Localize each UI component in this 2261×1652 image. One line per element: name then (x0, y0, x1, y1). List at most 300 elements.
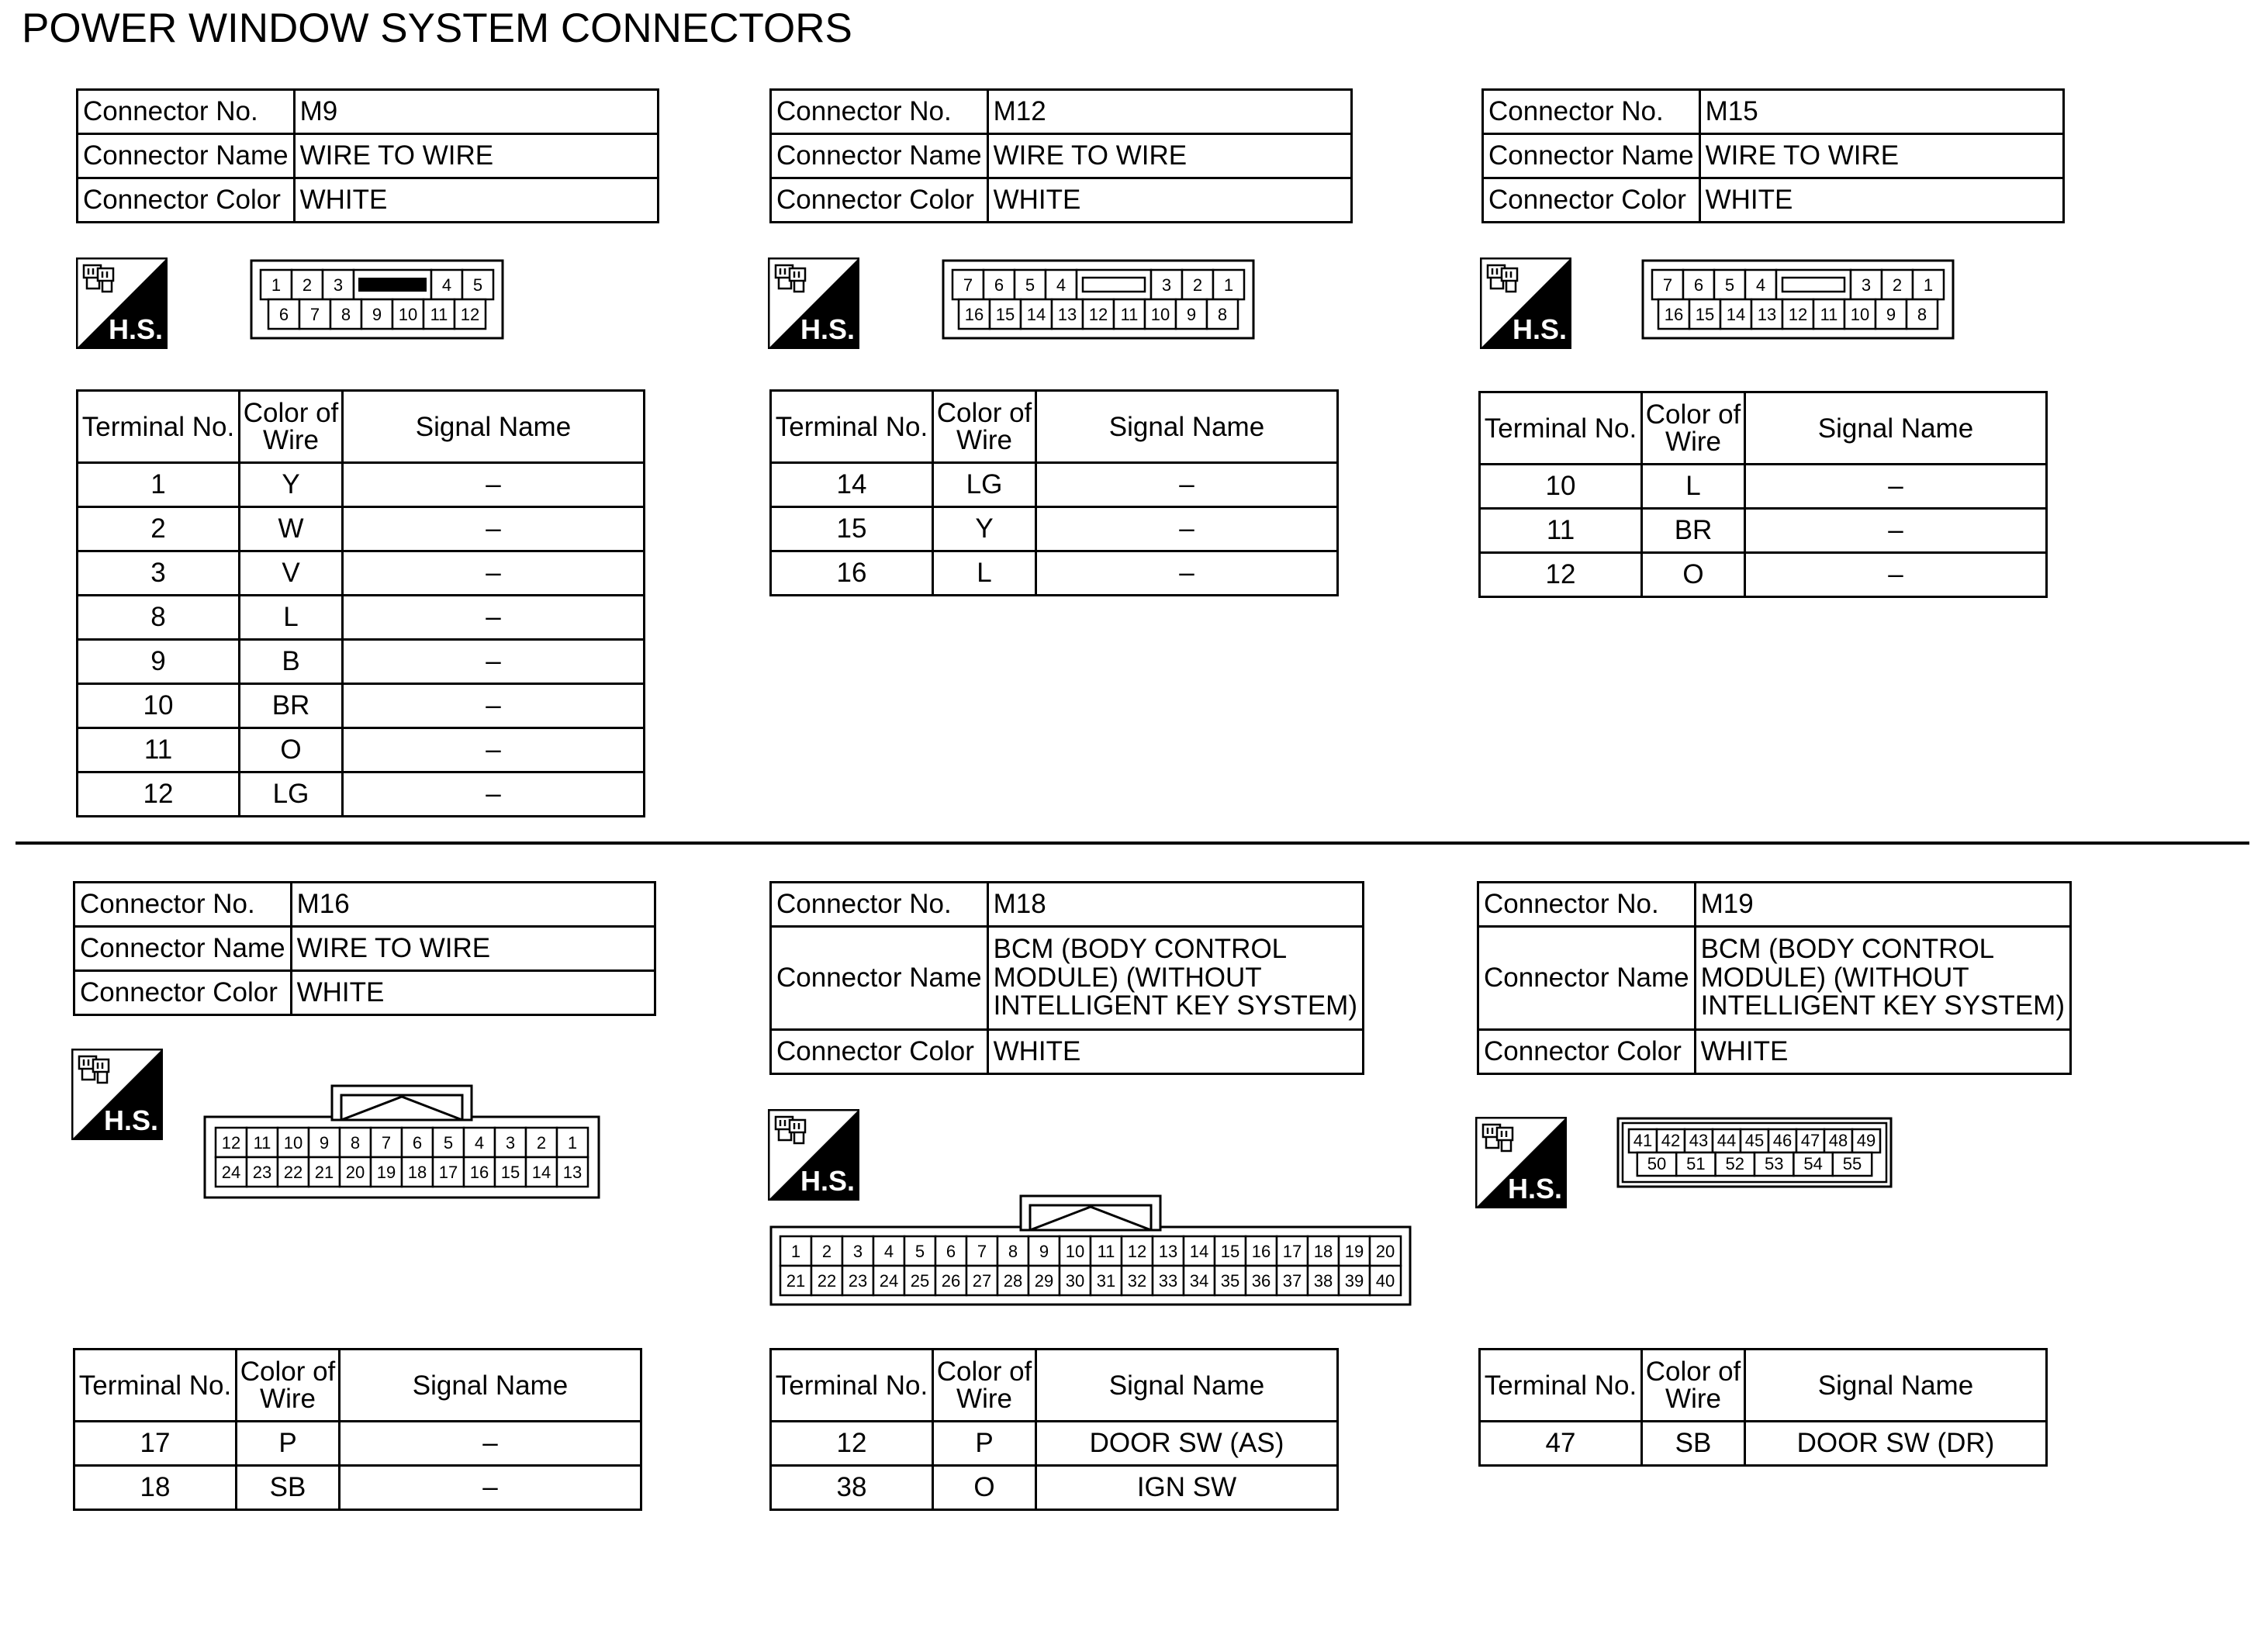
terminal-no-cell: 15 (771, 507, 933, 551)
pin-5 (433, 1128, 464, 1157)
m15-terminal-header (1480, 392, 2047, 465)
m12-connector-name-value: WIRE TO WIRE (987, 134, 1351, 178)
pin-number: 32 (1127, 1271, 1147, 1291)
pin-number: 13 (562, 1163, 583, 1182)
wire-color-cell: V (240, 551, 343, 596)
m9-hs-badge (76, 257, 168, 349)
pin-number: 18 (1313, 1242, 1333, 1261)
pin-number: 19 (1344, 1242, 1364, 1261)
pin-9 (361, 299, 392, 329)
terminal-no-cell: 11 (1480, 509, 1642, 553)
pin-number: 47 (1800, 1131, 1820, 1150)
pin-number: 17 (1282, 1242, 1302, 1261)
m15-connector-no-label: Connector No. (1483, 90, 1700, 134)
table-row (74, 1422, 641, 1466)
m16-connector-color-label: Connector Color (74, 971, 292, 1015)
pin-number: 48 (1828, 1131, 1848, 1150)
m15-connector-no-row (1483, 90, 2064, 134)
pin-3 (1151, 270, 1182, 299)
pin-number: 6 (1693, 275, 1704, 295)
pin-number: 24 (879, 1271, 899, 1291)
color-of-wire-header-line: Wire (956, 425, 1012, 455)
pin-9 (1176, 299, 1207, 329)
m12-connector-color-row (771, 178, 1352, 223)
pin-number: 9 (319, 1133, 330, 1153)
color-of-wire-header (933, 391, 1036, 463)
pin-number: 23 (848, 1271, 868, 1291)
pin-55 (1833, 1153, 1872, 1176)
terminal-no-cell: 10 (78, 684, 240, 728)
pin-35 (1215, 1266, 1246, 1295)
pin-21 (780, 1266, 811, 1295)
pin-number: 15 (1220, 1242, 1240, 1261)
signal-name-cell: – (343, 772, 645, 817)
pin-number: 12 (221, 1133, 241, 1153)
terminal-no-header: Terminal No. (1480, 1350, 1642, 1422)
pin-12 (1122, 1236, 1153, 1266)
color-of-wire-header-line: Wire (1665, 1384, 1721, 1414)
pin-7 (966, 1236, 997, 1266)
pin-number: 7 (977, 1242, 987, 1261)
terminal-no-cell: 38 (771, 1466, 933, 1510)
m9-hs-label: H.S. (108, 313, 163, 345)
pin-10 (1145, 299, 1176, 329)
pin-number: 8 (1917, 305, 1927, 324)
pin-19 (1339, 1236, 1370, 1266)
pin-3 (842, 1236, 873, 1266)
pin-number: 6 (278, 305, 289, 324)
pin-number: 55 (1842, 1154, 1862, 1173)
pin-50 (1637, 1153, 1676, 1176)
m18-connector-name-label: Connector Name (771, 927, 988, 1030)
pin-number: 16 (469, 1163, 489, 1182)
m16-connector-color-value: WHITE (291, 971, 655, 1015)
pin-7 (952, 270, 984, 299)
pin-14 (526, 1157, 557, 1187)
color-of-wire-header-line: Color of (240, 1357, 336, 1387)
m18-connector-no-row (771, 883, 1364, 927)
pin-1 (557, 1128, 588, 1157)
m18-hs-label: H.S. (800, 1165, 855, 1197)
signal-name-cell: – (1745, 509, 2047, 553)
pin-17 (433, 1157, 464, 1187)
m15-hs-badge (1480, 257, 1571, 349)
pin-2 (1182, 270, 1213, 299)
pin-number: 3 (852, 1242, 863, 1261)
pin-21 (309, 1157, 340, 1187)
terminal-no-cell: 2 (78, 507, 240, 551)
pin-number: 41 (1633, 1131, 1653, 1150)
pin-38 (1308, 1266, 1339, 1295)
pin-31 (1091, 1266, 1122, 1295)
m19-connector-name-line: MODULE) (WITHOUT (1700, 962, 1969, 993)
pin-number: 7 (1662, 275, 1673, 295)
signal-name-header: Signal Name (1036, 1350, 1338, 1422)
pin-number: 42 (1661, 1131, 1681, 1150)
m12-hs-label: H.S. (800, 313, 855, 345)
pin-8 (1207, 299, 1238, 329)
pin-number: 18 (407, 1163, 427, 1182)
pin-number: 13 (1757, 305, 1777, 324)
pin-number: 1 (567, 1133, 578, 1153)
signal-name-cell: – (1036, 507, 1338, 551)
pin-number: 8 (341, 305, 351, 324)
section-divider (16, 842, 2249, 845)
wire-color-cell: Y (240, 463, 343, 507)
pin-11 (1813, 299, 1844, 329)
pin-number: 10 (1150, 305, 1170, 324)
pin-22 (278, 1157, 309, 1187)
m15-connector-name-label: Connector Name (1483, 134, 1700, 178)
m19-connector-no-label: Connector No. (1478, 883, 1696, 927)
pin-8 (340, 1128, 371, 1157)
m18-connector-color-label: Connector Color (771, 1030, 988, 1074)
pin-number: 6 (412, 1133, 423, 1153)
pin-number: 7 (963, 275, 973, 295)
m9-connector-name-value: WIRE TO WIRE (294, 134, 658, 178)
pin-2 (1882, 270, 1913, 299)
pin-number: 16 (1251, 1242, 1271, 1261)
pin-47 (1796, 1129, 1824, 1153)
pin-8 (1907, 299, 1938, 329)
pin-19 (371, 1157, 402, 1187)
terminal-no-cell: 18 (74, 1466, 237, 1510)
pin-number: 4 (1056, 275, 1067, 295)
pin-11 (247, 1128, 278, 1157)
m19-connector-name-label: Connector Name (1478, 927, 1696, 1030)
pin-number: 10 (1065, 1242, 1085, 1261)
wire-color-cell: B (240, 640, 343, 684)
pin-number: 9 (1886, 305, 1896, 324)
pin-number: 4 (441, 275, 452, 295)
color-of-wire-header-line: Wire (263, 425, 319, 455)
pin-number: 6 (946, 1242, 956, 1261)
color-of-wire-header-line: Color of (1645, 1357, 1741, 1387)
pin-number: 26 (941, 1271, 961, 1291)
signal-name-cell: – (1745, 465, 2047, 509)
pin-number: 10 (283, 1133, 303, 1153)
pin-14 (1021, 299, 1052, 329)
color-of-wire-header-line: Wire (260, 1384, 316, 1414)
color-of-wire-header (240, 391, 343, 463)
m9-connector-no-label: Connector No. (78, 90, 295, 134)
table-row (1480, 509, 2047, 553)
m18-connector-color-row (771, 1030, 1364, 1074)
m19-info-table (1477, 881, 2072, 1075)
pin-number: 15 (500, 1163, 520, 1182)
wire-color-cell: L (240, 596, 343, 640)
pin-48 (1824, 1129, 1852, 1153)
pin-number: 9 (372, 305, 382, 324)
signal-name-cell: – (343, 551, 645, 596)
pin-number: 4 (883, 1242, 894, 1261)
pin-20 (1370, 1236, 1401, 1266)
signal-name-cell: DOOR SW (DR) (1745, 1422, 2047, 1466)
m9-connector-face (250, 259, 504, 344)
pin-number: 17 (438, 1163, 458, 1182)
m18-connector-no-label: Connector No. (771, 883, 988, 927)
pin-28 (997, 1266, 1029, 1295)
m18-info-table (769, 881, 1364, 1075)
table-row (771, 1466, 1338, 1510)
pin-number: 54 (1803, 1154, 1823, 1173)
wire-color-cell: W (240, 507, 343, 551)
pin-number: 46 (1772, 1131, 1793, 1150)
m16-connector-no-row (74, 883, 655, 927)
pin-45 (1741, 1129, 1768, 1153)
pin-number: 35 (1220, 1271, 1240, 1291)
pin-12 (455, 299, 486, 329)
m19-terminal-table (1478, 1348, 2048, 1467)
pin-6 (935, 1236, 966, 1266)
pin-number: 34 (1189, 1271, 1209, 1291)
pin-14 (1184, 1236, 1215, 1266)
pin-number: 5 (914, 1242, 925, 1261)
pin-2 (811, 1236, 842, 1266)
pin-number: 29 (1034, 1271, 1054, 1291)
pin-1 (780, 1236, 811, 1266)
terminal-no-header: Terminal No. (78, 391, 240, 463)
pin-52 (1716, 1153, 1755, 1176)
m18-connector-name-value (987, 927, 1363, 1030)
signal-name-cell: – (1036, 463, 1338, 507)
table-row (771, 463, 1338, 507)
pin-number: 13 (1158, 1242, 1178, 1261)
terminal-no-cell: 9 (78, 640, 240, 684)
wire-color-cell: O (1642, 553, 1745, 597)
pin-number: 14 (1189, 1242, 1209, 1261)
pin-15 (990, 299, 1021, 329)
terminal-no-cell: 12 (771, 1422, 933, 1466)
wire-color-cell: P (933, 1422, 1036, 1466)
pin-20 (340, 1157, 371, 1187)
pin-number: 19 (376, 1163, 396, 1182)
page-title: POWER WINDOW SYSTEM CONNECTORS (22, 5, 852, 51)
pin-13 (557, 1157, 588, 1187)
wire-color-cell: O (933, 1466, 1036, 1510)
color-of-wire-header-line: Color of (936, 1357, 1032, 1387)
wire-color-cell: P (237, 1422, 340, 1466)
pin-24 (873, 1266, 904, 1295)
m19-hs-badge (1475, 1117, 1567, 1208)
pin-16 (1246, 1236, 1277, 1266)
terminal-no-cell: 47 (1480, 1422, 1642, 1466)
m12-connector-no-label: Connector No. (771, 90, 988, 134)
signal-name-cell: DOOR SW (AS) (1036, 1422, 1338, 1466)
table-row (1480, 553, 2047, 597)
pin-number: 2 (1892, 275, 1903, 295)
pin-6 (402, 1128, 433, 1157)
m15-hs-label: H.S. (1512, 313, 1567, 345)
pin-number: 5 (1724, 275, 1735, 295)
m12-connector-color-label: Connector Color (771, 178, 988, 223)
table-row (78, 728, 645, 772)
pin-5 (904, 1236, 935, 1266)
pin-6 (984, 270, 1015, 299)
pin-4 (1745, 270, 1776, 299)
m12-connector-no-row (771, 90, 1352, 134)
terminal-no-cell: 11 (78, 728, 240, 772)
terminal-no-header: Terminal No. (1480, 392, 1642, 465)
wire-color-cell: L (933, 551, 1036, 596)
terminal-no-cell: 10 (1480, 465, 1642, 509)
m12-terminal-table (769, 389, 1339, 596)
table-row (78, 551, 645, 596)
pin-9 (1029, 1236, 1060, 1266)
table-row (78, 684, 645, 728)
terminal-no-cell: 3 (78, 551, 240, 596)
color-of-wire-header-line: Color of (936, 398, 1032, 428)
pin-number: 12 (1088, 305, 1108, 324)
pin-number: 24 (221, 1163, 241, 1182)
m9-info-table (76, 88, 659, 223)
m19-connector-color-row (1478, 1030, 2071, 1074)
pin-3 (1851, 270, 1882, 299)
pin-number: 2 (302, 275, 313, 295)
m12-connector-name-label: Connector Name (771, 134, 988, 178)
terminal-no-header: Terminal No. (771, 1350, 933, 1422)
pin-40 (1370, 1266, 1401, 1295)
pin-number: 5 (443, 1133, 454, 1153)
table-row (78, 772, 645, 817)
pin-number: 27 (972, 1271, 992, 1291)
pin-39 (1339, 1266, 1370, 1295)
pin-23 (247, 1157, 278, 1187)
pin-gap (1077, 270, 1151, 299)
signal-name-cell: – (343, 640, 645, 684)
pin-5 (462, 270, 493, 299)
pin-number: 3 (1861, 275, 1872, 295)
m15-terminal-table (1478, 391, 2048, 598)
m9-connector-color-label: Connector Color (78, 178, 295, 223)
signal-name-cell: IGN SW (1036, 1466, 1338, 1510)
terminal-no-header: Terminal No. (74, 1350, 237, 1422)
connector-lock-tab (332, 1086, 472, 1120)
pin-32 (1122, 1266, 1153, 1295)
m19-terminal-header (1480, 1350, 2047, 1422)
pin-18 (402, 1157, 433, 1187)
pin-number: 12 (460, 305, 480, 324)
color-of-wire-header (237, 1350, 340, 1422)
pin-number: 49 (1856, 1131, 1876, 1150)
m19-connector-face (1616, 1117, 1893, 1192)
pin-number: 7 (381, 1133, 392, 1153)
table-row (78, 463, 645, 507)
pin-6 (1683, 270, 1714, 299)
pin-number: 14 (1026, 305, 1046, 324)
table-row (771, 1422, 1338, 1466)
m18-terminal-header (771, 1350, 1338, 1422)
wire-color-cell: BR (240, 684, 343, 728)
pin-16 (1658, 299, 1689, 329)
color-of-wire-header-line: Wire (1665, 427, 1721, 457)
pin-number: 10 (398, 305, 418, 324)
wire-color-cell: Y (933, 507, 1036, 551)
m18-connector-name-row (771, 927, 1364, 1030)
pin-number: 12 (1127, 1242, 1147, 1261)
m15-connector-name-row (1483, 134, 2064, 178)
terminal-no-cell: 12 (78, 772, 240, 817)
pin-9 (1876, 299, 1907, 329)
m9-terminal-table (76, 389, 645, 817)
pin-number: 28 (1003, 1271, 1023, 1291)
pin-gap (1776, 270, 1851, 299)
m16-hs-badge (71, 1049, 163, 1140)
pin-11 (1091, 1236, 1122, 1266)
pin-number: 6 (994, 275, 1004, 295)
table-row (78, 596, 645, 640)
m12-terminal-header (771, 391, 1338, 463)
m9-connector-no-value: M9 (294, 90, 658, 134)
pin-number: 33 (1158, 1271, 1178, 1291)
m16-info-table (73, 881, 656, 1016)
pin-30 (1060, 1266, 1091, 1295)
m19-connector-no-row (1478, 883, 2071, 927)
m18-connector-name-line: BCM (BODY CONTROL (993, 933, 1288, 964)
pin-number: 8 (1217, 305, 1228, 324)
pin-17 (1277, 1236, 1308, 1266)
pin-number: 11 (430, 305, 448, 324)
wire-color-cell: SB (237, 1466, 340, 1510)
pin-number: 9 (1186, 305, 1197, 324)
pin-number: 23 (252, 1163, 272, 1182)
pin-number: 44 (1716, 1131, 1737, 1150)
table-row (1480, 1422, 2047, 1466)
pin-number: 11 (1097, 1242, 1115, 1261)
m15-connector-color-label: Connector Color (1483, 178, 1700, 223)
pin-15 (495, 1157, 526, 1187)
pin-number: 37 (1282, 1271, 1302, 1291)
pin-5 (1714, 270, 1745, 299)
wire-color-cell: LG (240, 772, 343, 817)
pin-3 (323, 270, 354, 299)
color-of-wire-header (1642, 392, 1745, 465)
pin-number: 9 (1039, 1242, 1049, 1261)
pin-49 (1852, 1129, 1880, 1153)
pin-8 (997, 1236, 1029, 1266)
pin-43 (1685, 1129, 1713, 1153)
pin-16 (959, 299, 990, 329)
m12-connector-face (942, 259, 1255, 344)
m18-connector-name-line: INTELLIGENT KEY SYSTEM) (993, 990, 1357, 1021)
pin-number: 21 (314, 1163, 334, 1182)
color-of-wire-header (1642, 1350, 1745, 1422)
signal-name-cell: – (343, 728, 645, 772)
signal-name-header: Signal Name (340, 1350, 641, 1422)
pin-18 (1308, 1236, 1339, 1266)
pin-number: 36 (1251, 1271, 1271, 1291)
wire-color-cell: BR (1642, 509, 1745, 553)
pin-number: 53 (1764, 1154, 1784, 1173)
m18-connector-color-value: WHITE (987, 1030, 1363, 1074)
signal-name-cell: – (340, 1466, 641, 1510)
pin-number: 22 (817, 1271, 837, 1291)
pin-29 (1029, 1266, 1060, 1295)
pin-number: 22 (283, 1163, 303, 1182)
connector-lock-tab (1021, 1196, 1160, 1230)
pin-number: 1 (1223, 275, 1234, 295)
table-row (771, 551, 1338, 596)
pin-2 (292, 270, 323, 299)
pin-51 (1676, 1153, 1715, 1176)
pin-11 (424, 299, 455, 329)
pin-33 (1153, 1266, 1184, 1295)
pin-13 (1153, 1236, 1184, 1266)
pin-number: 52 (1725, 1154, 1745, 1173)
m18-connector-no-value: M18 (987, 883, 1363, 927)
m15-connector-no-value: M15 (1699, 90, 2063, 134)
terminal-no-header: Terminal No. (771, 391, 933, 463)
